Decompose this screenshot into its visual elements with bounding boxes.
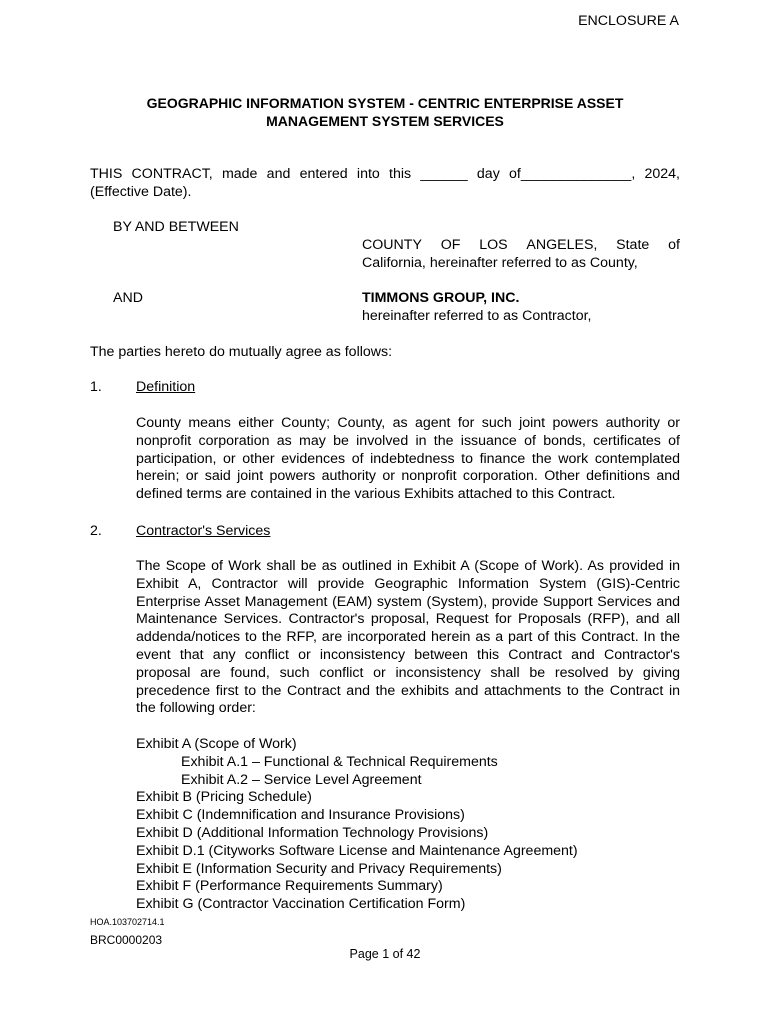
section-body-definition: County means either County; County, as agent for such joint powers authority or nonprofit corporation as may be involved in the issuance of bonds, certificates of participation, or other evidences of indebtedness to finance the work contemplated herein; or said joint powers authority or nonprofit corporation. Other definitions and defined terms are contained in the various Exhibits attached to this Contract.: [136, 415, 680, 503]
mutual-agreement-text: The parties hereto do mutually agree as follows:: [90, 344, 393, 360]
section-number: 1.: [90, 379, 102, 395]
contractor-party: [362, 290, 680, 326]
exhibit-item: Exhibit G (Contractor Vaccination Certification Form): [136, 896, 466, 913]
county-party: [362, 237, 680, 273]
by-and-between-label: BY AND BETWEEN: [113, 219, 239, 235]
county-line-2: California, hereinafter referred to as County,: [362, 254, 638, 271]
contractor-description: hereinafter referred to as Contractor,: [362, 307, 592, 324]
exhibit-subitem: Exhibit A.2 – Service Level Agreement: [181, 771, 422, 788]
exhibit-item: Exhibit F (Performance Requirements Summary): [136, 878, 443, 895]
county-word: COUNTY: [362, 237, 422, 253]
exhibit-list: [136, 736, 680, 914]
document-code: HOA.103702714.1: [90, 917, 165, 927]
exhibit-item: Exhibit E (Information Security and Privacy Requirements): [136, 860, 502, 877]
county-word: ANGELES,: [526, 237, 598, 253]
section-heading-definition: Definition: [136, 379, 196, 395]
contractor-name: TIMMONS GROUP, INC.: [362, 290, 520, 306]
section-body-contractor-services: The Scope of Work shall be as outlined in Exhibit A (Scope of Work). As provided in Exhibit A, Contractor will provide Geographic Information System (GIS)-Centric Enterprise Asset Management (EAM) system (System), provide Support Services and Maintenance Services. Contractor's proposal, Request for Proposals (RFP), and all addenda/notices to the RFP, are incorporated herein as a part of this Contract. In the event that any conflict or inconsistency between this Contract and Contractor's proposal are found, such conflict or inconsistency shall be resolved by giving precedence first to the Contract and the exhibits and attachments to the Contract in the following order:: [136, 558, 680, 717]
exhibit-item: Exhibit C (Indemnification and Insurance Provisions): [136, 807, 465, 824]
title-line-1: GEOGRAPHIC INFORMATION SYSTEM - CENTRIC ENTERPRISE ASSET: [146, 95, 624, 111]
exhibit-item: Exhibit D (Additional Information Technology Provisions): [136, 824, 489, 841]
county-word: State: [616, 237, 650, 253]
county-word: LOS: [479, 237, 508, 253]
and-label: AND: [113, 290, 143, 306]
exhibit-item: Exhibit D.1 (Cityworks Software License and Maintenance Agreement): [136, 842, 578, 859]
enclosure-label: ENCLOSURE A: [578, 13, 679, 29]
title-line-2: MANAGEMENT SYSTEM SERVICES: [266, 112, 504, 129]
county-line-1: [362, 237, 680, 255]
county-word: of: [668, 237, 680, 253]
exhibit-subitem: Exhibit A.1 – Functional & Technical Requirements: [181, 753, 498, 770]
exhibit-item: Exhibit B (Pricing Schedule): [136, 789, 312, 806]
contract-preamble: THIS CONTRACT, made and entered into this ______ day of______________, 2024, (Effective Date).: [90, 166, 680, 200]
section-number: 2.: [90, 523, 102, 539]
brc-number: BRC0000203: [90, 933, 163, 947]
section-heading-contractor-services: Contractor's Services: [136, 523, 271, 539]
exhibit-item: Exhibit A (Scope of Work): [136, 736, 297, 752]
page-number: Page 1 of 42: [349, 947, 421, 961]
document-title: [90, 95, 680, 130]
county-word: OF: [440, 237, 461, 253]
